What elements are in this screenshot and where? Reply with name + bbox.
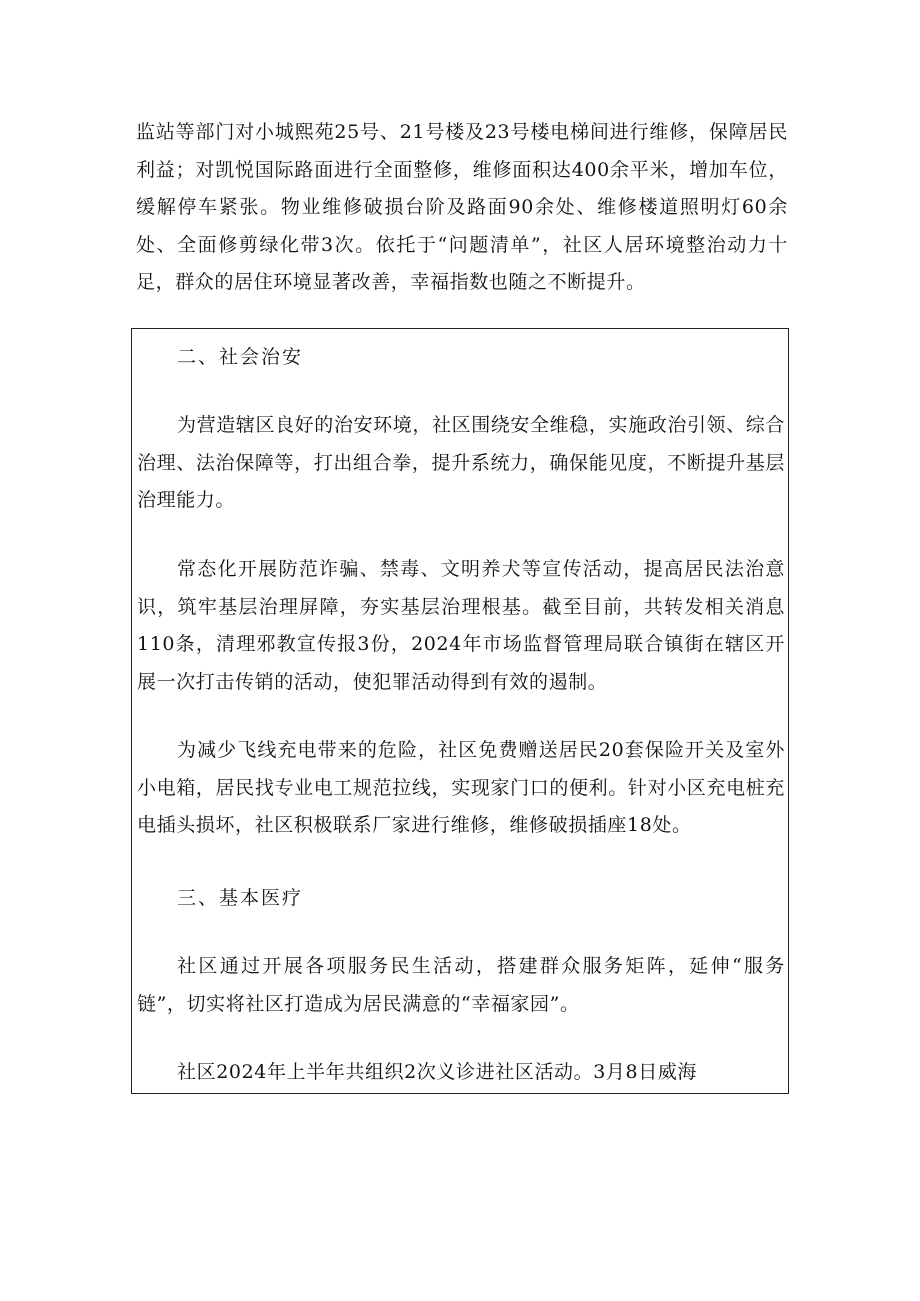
section-heading-medical: 三、基本医疗 [177, 887, 304, 909]
medical-paragraph-2: 社区2024年上半年共组织2次义诊进社区活动。3月8日威海 [177, 1061, 698, 1083]
content-table-cell [131, 328, 789, 1094]
security-paragraph-3: 为减少飞线充电带来的危险，社区免费赠送居民20套保险开关及室外小电箱，居民找专业电工规范拉线，实现家门口的便利。针对小区充电桩充电插头损坏，社区积极联系厂家进行维修，维修破损插座18处。 [137, 739, 785, 836]
security-paragraph-1: 为营造辖区良好的治安环境，社区围绕安全维稳，实施政治引领、综合治理、法治保障等，打出组合拳，提升系统力，确保能见度，不断提升基层治理能力。 [137, 414, 785, 511]
intro-paragraph: 监站等部门对小城熙苑25号、21号楼及23号楼电梯间进行维修，保障居民利益；对凯悦国际路面进行全面整修，维修面积达400余平米，增加车位，缓解停车紧张。物业维修破损台阶及路面90余处、维修楼道照明灯60余处、全面修剪绿化带3次。依托于“问题清单”，社区人居环境整治动力十足，群众的居住环境显著改善，幸福指数也随之不断提升。 [136, 121, 788, 293]
medical-paragraph-1: 社区通过开展各项服务民生活动，搭建群众服务矩阵，延伸“服务链”，切实将社区打造成为居民满意的“幸福家园”。 [137, 955, 785, 1015]
section-heading-security: 二、社会治安 [177, 346, 304, 368]
security-paragraph-2: 常态化开展防范诈骗、禁毒、文明养犬等宣传活动，提高居民法治意识，筑牢基层治理屏障，夯实基层治理根基。截至目前，共转发相关消息110条，清理邪教宣传报3份，2024年市场监督管理局联合镇街在辖区开展一次打击传销的活动，使犯罪活动得到有效的遏制。 [137, 558, 785, 693]
